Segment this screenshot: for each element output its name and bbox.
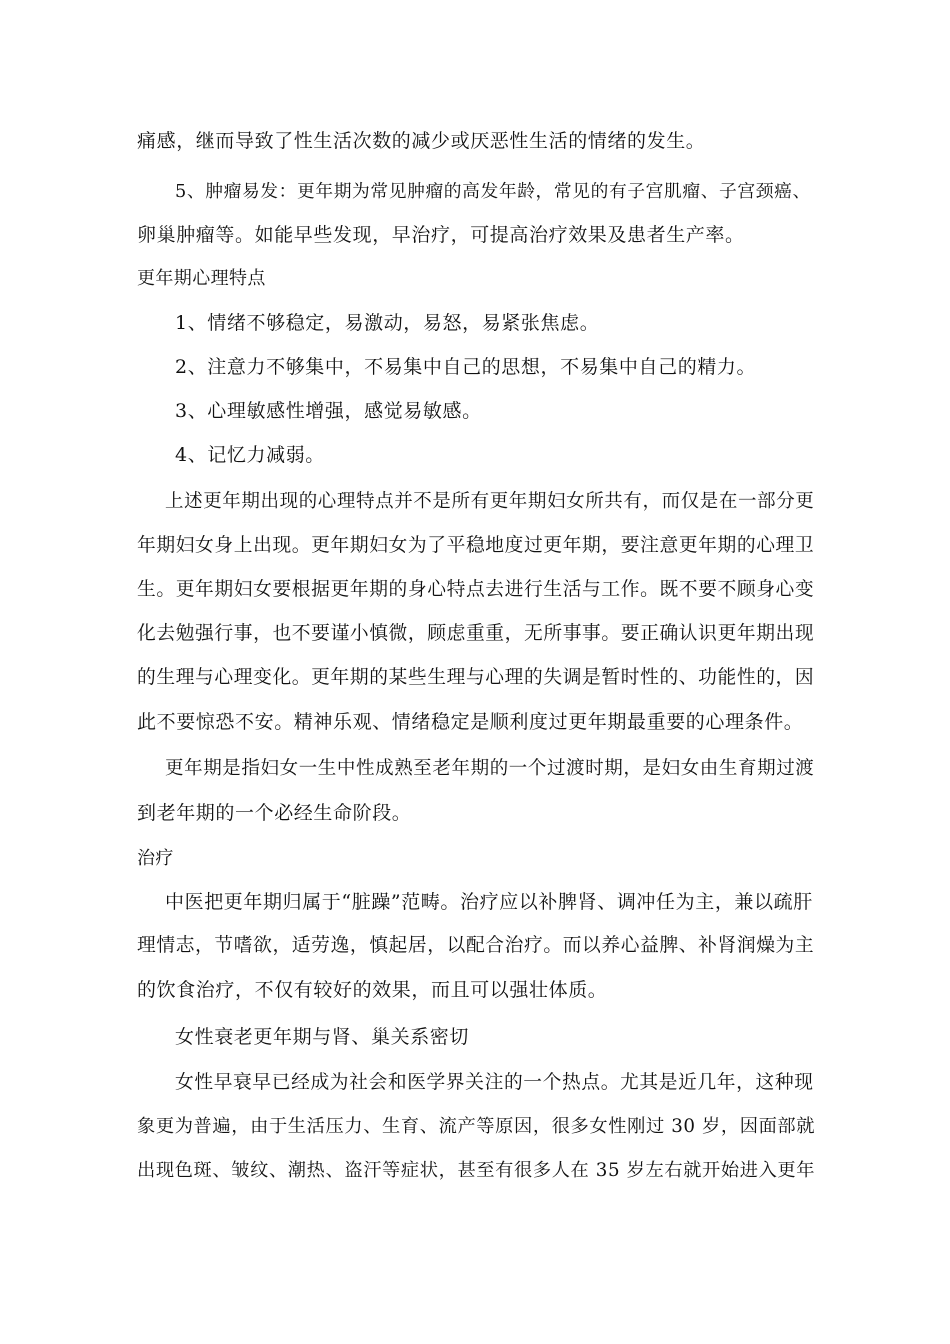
text-line: 5、肿瘤易发：更年期为常见肿瘤的高发年龄，常见的有子宫肌瘤、子宫颈癌、 [175, 182, 811, 202]
section-heading: 治疗 [137, 848, 174, 869]
text-line: 到老年期的一个必经生命阶段。 [137, 802, 412, 824]
text-line: 上述更年期出现的心理特点并不是所有更年期妇女所共有，而仅是在一部分更 [165, 491, 815, 512]
text-line: 更年期是指妇女一生中性成熟至老年期的一个过渡时期，是妇女由生育期过渡 [165, 758, 815, 779]
text-line: 化去勉强行事，也不要谨小慎微，顾虑重重，无所事事。要正确认识更年期出现 [137, 623, 815, 644]
section-heading: 更年期心理特点 [137, 268, 266, 289]
text-line: 年期妇女身上出现。更年期妇女为了平稳地度过更年期，要注意更年期的心理卫 [137, 535, 815, 556]
list-item: 3、心理敏感性增强，感觉易敏感。 [175, 400, 482, 422]
list-item: 1、情绪不够稳定，易激动，易怒，易紧张焦虑。 [175, 312, 600, 334]
list-item: 2、注意力不够集中，不易集中自己的思想，不易集中自己的精力。 [175, 356, 757, 378]
list-item: 4、记忆力减弱。 [175, 444, 325, 466]
text-line: 理情志，节嗜欲，适劳逸，慎起居，以配合治疗。而以养心益脾、补肾润燥为主 [137, 935, 815, 956]
text-line: 卵巢肿瘤等。如能早些发现，早治疗，可提高治疗效果及患者生产率。 [137, 224, 745, 246]
text-line: 的生理与心理变化。更年期的某些生理与心理的失调是暂时性的、功能性的，因 [137, 667, 815, 688]
text-line: 生。更年期妇女要根据更年期的身心特点去进行生活与工作。既不要不顾身心变 [137, 579, 815, 600]
text-line: 此不要惊恐不安。精神乐观、情绪稳定是顺利度过更年期最重要的心理条件。 [137, 711, 804, 733]
text-line: 中医把更年期归属于“脏躁”范畴。治疗应以补脾肾、调冲任为主，兼以疏肝 [165, 891, 813, 913]
text-line: 女性早衰早已经成为社会和医学界关注的一个热点。尤其是近几年，这种现 [175, 1072, 814, 1093]
section-heading: 女性衰老更年期与肾、巢关系密切 [175, 1026, 470, 1048]
text-line: 的饮食治疗，不仅有较好的效果，而且可以强壮体质。 [137, 979, 608, 1001]
text-line: 出现色斑、皱纹、潮热、盗汗等症状，甚至有很多人在 35 岁左右就开始进入更年 [137, 1160, 816, 1181]
text-line: 痛感，继而导致了性生活次数的减少或厌恶性生活的情绪的发生。 [137, 130, 706, 152]
text-line: 象更为普遍，由于生活压力、生育、流产等原因，很多女性刚过 30 岁，因面部就 [137, 1116, 816, 1137]
